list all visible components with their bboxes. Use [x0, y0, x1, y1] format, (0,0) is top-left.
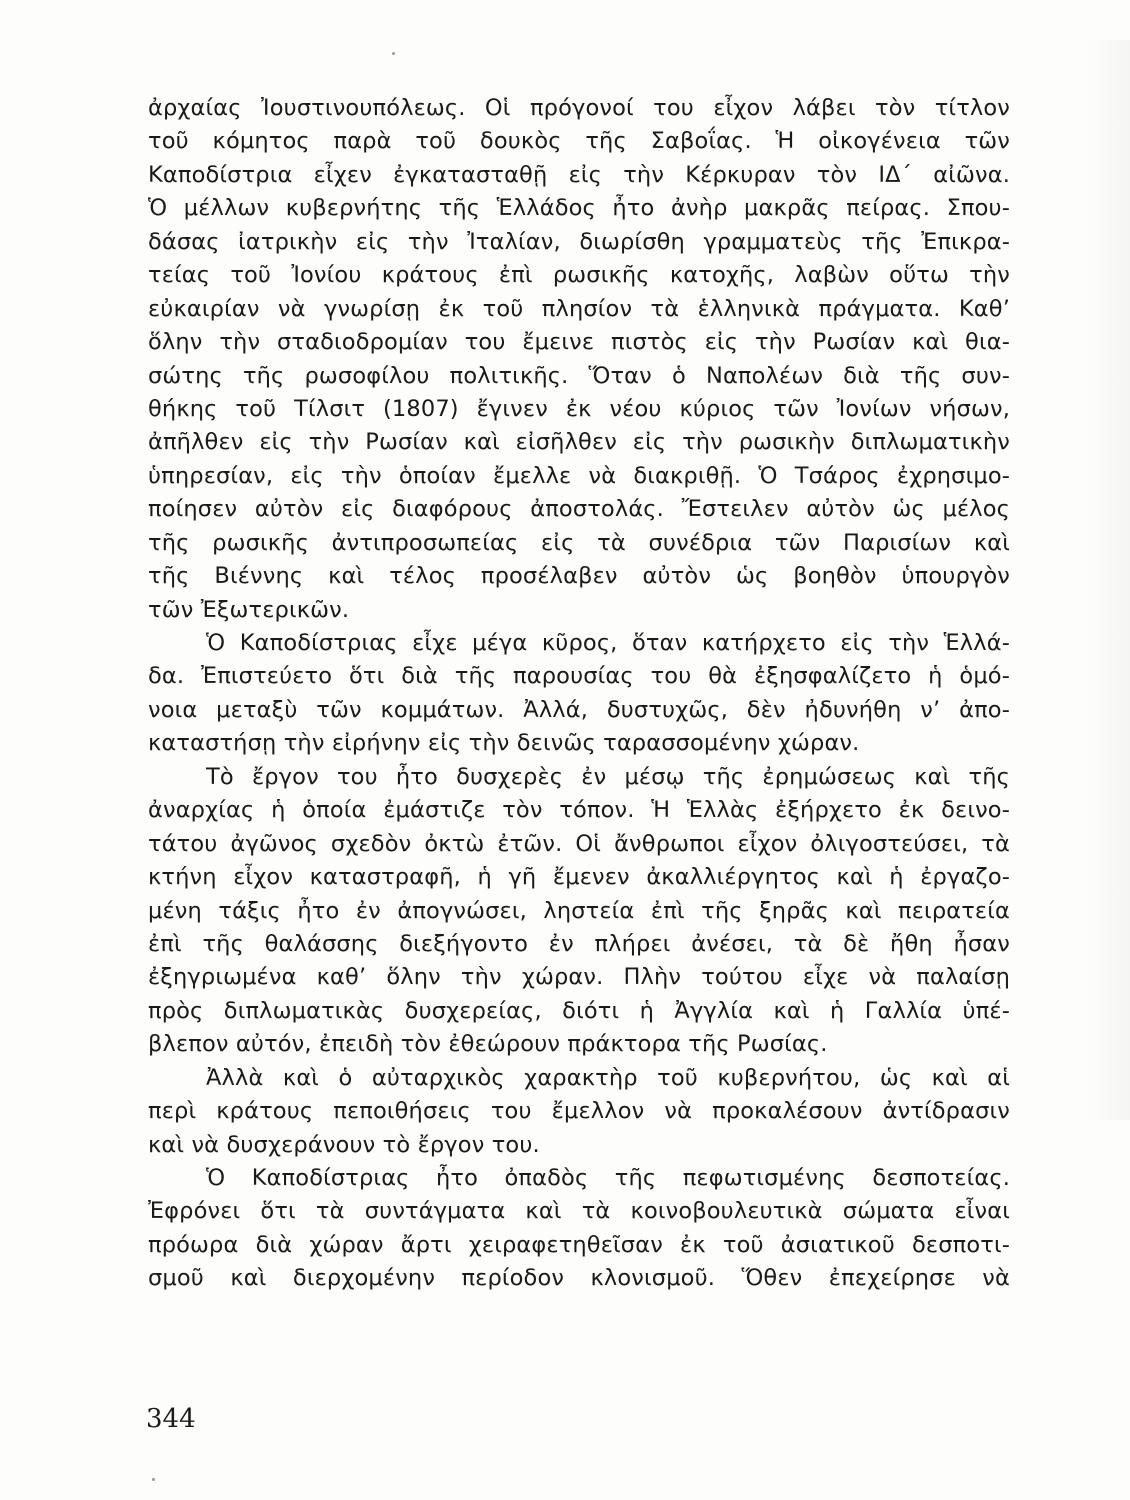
- text-line: ὅλην τὴν σταδιοδρομίαν του ἔμεινε πιστὸς εἰς τὴν Ρωσίαν καὶ θια-: [148, 329, 1010, 356]
- text-line: δάσας ἰατρικὴν εἰς τὴν Ἰταλίαν, διωρίσθη γραμματεὺς τῆς Ἐπικρα-: [148, 228, 1010, 255]
- text-line: κτήνη εἶχον καταστραφῆ, ἡ γῆ ἔμενεν ἀκαλλιέργητος καὶ ἡ ἐργαζο-: [148, 864, 1010, 891]
- text-line: Ὁ Καποδίστριας ἦτο ὀπαδὸς τῆς πεφωτισμένης δεσποτείας.: [206, 1165, 1010, 1191]
- bleed-through-shadow: [1085, 40, 1130, 1120]
- body-text: [148, 92, 1010, 1296]
- text-line: νοια μεταξὺ τῶν κομμάτων. Ἀλλά, δυστυχῶς, δὲν ἠδυνήθη ν’ ἀπο-: [148, 696, 1010, 723]
- print-speck: [152, 1478, 155, 1481]
- text-line: ἐπὶ τῆς θαλάσσης διεξήγοντο ἐν πλήρει ἀνέσει, τὰ δὲ ἤθη ἦσαν: [148, 930, 1010, 957]
- text-line: Ὁ μέλλων κυβερνήτης τῆς Ἑλλάδος ἦτο ἀνὴρ μακρᾶς πείρας. Σπου-: [148, 195, 1010, 222]
- text-line: τῆς Βιέννης καὶ τέλος προσέλαβεν αὐτὸν ὡς βοηθὸν ὑπουργὸν: [148, 563, 1010, 590]
- text-line: ποίησεν αὐτὸν εἰς διαφόρους ἀποστολάς. Ἔστειλεν αὐτὸν ὡς μέλος: [148, 496, 1010, 523]
- text-line: εὐκαιρίαν νὰ γνωρίσῃ ἐκ τοῦ πλησίον τὰ ἑλληνικὰ πράγματα. Καθ’: [148, 295, 1010, 322]
- text-line: Τὸ ἔργον του ἦτο δυσχερὲς ἐν μέσῳ τῆς ἐρημώσεως καὶ τῆς: [206, 763, 1010, 790]
- text-line: περὶ κράτους πεποιθήσεις του ἔμελλον νὰ προκαλέσουν ἀντίδρασιν: [148, 1098, 1010, 1125]
- text-line: τῶν Ἐξωτερικῶν.: [148, 596, 350, 623]
- text-line: τείας τοῦ Ἰονίου κράτους ἐπὶ ρωσικῆς κατοχῆς, λαβὼν οὕτω τὴν: [148, 262, 1010, 289]
- text-line: καταστήσῃ τὴν εἰρήνην εἰς τὴν δεινῶς ταρασσομένην χώραν.: [148, 730, 860, 757]
- text-line: πρὸς διπλωματικὰς δυσχερείας, διότι ἡ Ἀγγλία καὶ ἡ Γαλλία ὑπέ-: [148, 997, 1010, 1024]
- text-line: ὑπηρεσίαν, εἰς τὴν ὁποίαν ἔμελλε νὰ διακριθῇ. Ὁ Τσάρος ἐχρησιμο-: [148, 462, 1010, 489]
- text-line: σώτης τῆς ρωσοφίλου πολιτικῆς. Ὅταν ὁ Ναπολέων διὰ τῆς συν-: [148, 362, 1010, 389]
- text-line: τοῦ κόμητος παρὰ τοῦ δουκὸς τῆς Σαβοΐας. Ἡ οἰκογένεια τῶν: [148, 128, 1010, 155]
- text-line: δα. Ἐπιστεύετο ὅτι διὰ τῆς παρουσίας του θὰ ἐξησφαλίζετο ἡ ὁμό-: [148, 663, 1010, 690]
- print-speck: [392, 52, 395, 55]
- text-line: Καποδίστρια εἶχεν ἐγκατασταθῇ εἰς τὴν Κέρκυραν τὸν ΙΔ΄ αἰῶνα.: [148, 161, 1010, 188]
- text-line: τῆς ρωσικῆς ἀντιπροσωπείας εἰς τὰ συνέδρια τῶν Παρισίων καὶ: [148, 529, 1010, 556]
- text-line: βλεπον αὐτόν, ἐπειδὴ τὸν ἐθεώρουν πράκτορα τῆς Ρωσίας.: [148, 1031, 828, 1058]
- text-line: σμοῦ καὶ διερχομένην περίοδον κλονισμοῦ. Ὅθεν ἐπεχείρησε νὰ: [148, 1265, 1010, 1292]
- text-line: ἀπῆλθεν εἰς τὴν Ρωσίαν καὶ εἰσῆλθεν εἰς τὴν ρωσικὴν διπλωματικὴν: [148, 429, 1010, 456]
- text-line: ἀναρχίας ἡ ὁποία ἐμάστιζε τὸν τόπον. Ἡ Ἑλλὰς ἐξήρχετο ἐκ δεινο-: [148, 797, 1010, 824]
- text-line: ἐξηγριωμένα καθ’ ὅλην τὴν χώραν. Πλὴν τούτου εἶχε νὰ παλαίσῃ: [148, 964, 1010, 991]
- text-line: ἀρχαίας Ἰουστινουπόλεως. Οἱ πρόγονοί του εἶχον λάβει τὸν τίτλον: [148, 95, 1010, 121]
- text-line: μένη τάξις ἦτο ἐν ἀπογνώσει, ληστεία ἐπὶ τῆς ξηρᾶς καὶ πειρατεία: [148, 897, 1010, 924]
- text-line: Ἀλλὰ καὶ ὁ αὐταρχικὸς χαρακτὴρ τοῦ κυβερνήτου, ὡς καὶ αἱ: [206, 1064, 1010, 1091]
- page-number: 344: [146, 1404, 196, 1434]
- text-line: θήκης τοῦ Τίλσιτ (1807) ἔγινεν ἐκ νέου κύριος τῶν Ἰονίων νήσων,: [148, 395, 1010, 422]
- text-line: τάτου ἀγῶνος σχεδὸν ὀκτὼ ἐτῶν. Οἱ ἄνθρωποι εἶχον ὀλιγοστεύσει, τὰ: [148, 830, 1010, 857]
- text-line: Ὁ Καποδίστριας εἶχε μέγα κῦρος, ὅταν κατήρχετο εἰς τὴν Ἑλλά-: [206, 630, 1010, 656]
- text-line: καὶ νὰ δυσχεράνουν τὸ ἔργον του.: [148, 1131, 540, 1158]
- text-line: Ἐφρόνει ὅτι τὰ συντάγματα καὶ τὰ κοινοβουλευτικὰ σώματα εἶναι: [148, 1198, 1010, 1225]
- text-line: πρόωρα διὰ χώραν ἄρτι χειραφετηθεῖσαν ἐκ τοῦ ἀσιατικοῦ δεσποτι-: [148, 1231, 1010, 1258]
